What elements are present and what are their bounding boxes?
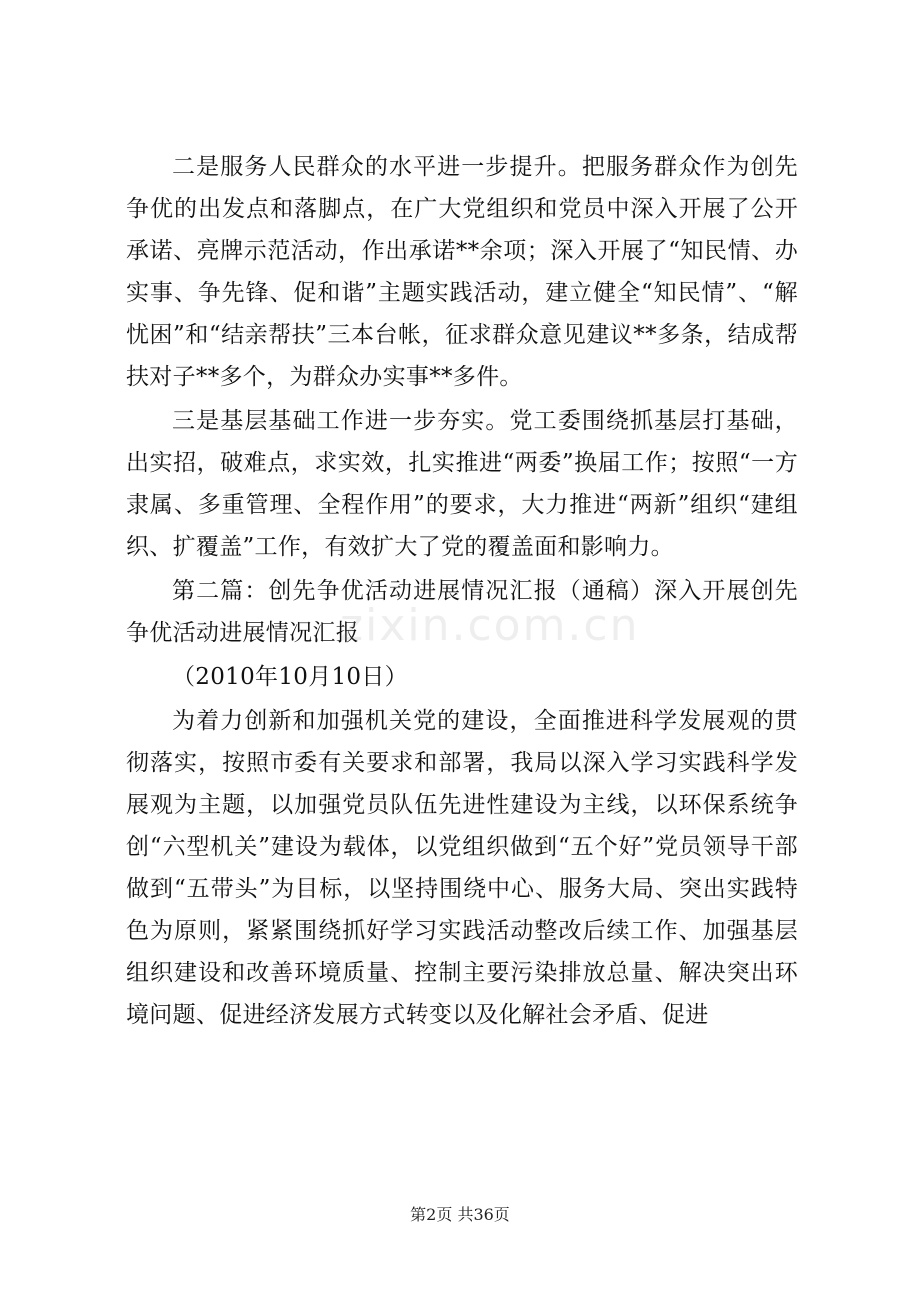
report-date: （2010年10月10日）: [172, 664, 408, 690]
paragraph-grassroots: 三是基层基础工作进一步夯实。党工委围绕抓基层打基础，出实招，破难点，求实效，扎实推进“两委”换届工作；按照“一方隶属、多重管理、全程作用”的要求，大力推进“两新”组织“建组织、扩覆盖”工作，有效扩大了党的覆盖面和影响力。: [126, 408, 798, 560]
watermark: zixin.com.cn: [340, 600, 640, 651]
paragraph-intro: 为着力创新和加强机关党的建设，全面推进科学发展观的贯彻落实，按照市委有关要求和部署，我局以深入学习实践科学发展观为主题，以加强党员队伍先进性建设为主线，以环保系统争创“六型机关”建设为载体，以党组织做到“五个好”党员领导干部做到“五带头”为目标，以坚持围绕中心、服务大局、突出实践特色为原则，紧紧围绕抓好学习实践活动整改后续工作、加强基层组织建设和改善环境质量、控制主要污染排放总量、解决突出环境问题、促进经济发展方式转变以及化解社会矛盾、促进: [126, 708, 798, 1028]
section-heading: 第二篇：创先争优活动进展情况汇报（通稿）深入开展创先争优活动进展情况汇报: [126, 578, 798, 646]
paragraph-service: 二是服务人民群众的水平进一步提升。把服务群众作为创先争优的出发点和落脚点，在广大党组织和党员中深入开展了公开承诺、亮牌示范活动，作出承诺**余项；深入开展了“知民情、办实事、争先锋、促和谐”主题实践活动，建立健全“知民情”、“解忧困”和“结亲帮扶”三本台帐，征求群众意见建议**多条，结成帮扶对子**多个，为群众办实事**多件。: [126, 154, 798, 390]
document-body: [126, 146, 798, 1036]
page-footer: 第2页 共36页: [410, 1205, 510, 1224]
